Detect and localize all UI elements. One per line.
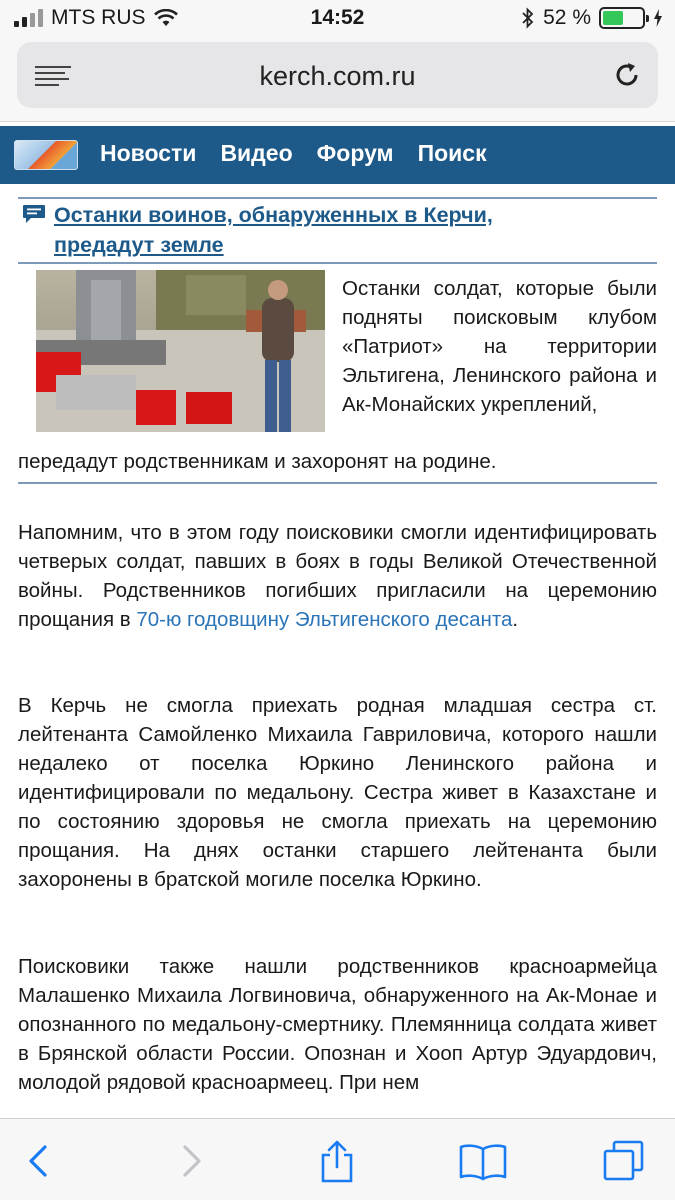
article-title-line2[interactable]: предадут земле bbox=[54, 233, 224, 257]
battery-icon bbox=[599, 7, 645, 29]
article-photo bbox=[36, 270, 325, 432]
divider bbox=[18, 482, 657, 484]
comment-icon bbox=[22, 204, 46, 224]
nav-forum[interactable]: Форум bbox=[316, 140, 394, 166]
divider bbox=[18, 262, 657, 264]
divider bbox=[18, 197, 657, 199]
paragraph-1-text: Напомним, что в этом году поисковики смогли идентифицировать четверых солдат, павших в боях в годы Великой Отечественной войны. Родственников погибших пригласили на церемонию прощания в bbox=[18, 521, 657, 631]
status-bar bbox=[0, 0, 675, 38]
share-icon[interactable] bbox=[315, 1139, 359, 1183]
back-icon[interactable] bbox=[18, 1139, 62, 1183]
clock: 14:52 bbox=[310, 6, 365, 29]
nav-news[interactable]: Новости bbox=[100, 140, 197, 166]
carrier-label: MTS RUS bbox=[51, 6, 146, 29]
article-title[interactable] bbox=[54, 200, 493, 260]
memorial-photo bbox=[36, 270, 325, 432]
bluetooth-icon bbox=[521, 7, 535, 29]
anniversary-link[interactable]: 70-ю годовщину Эльтигенского десанта bbox=[136, 608, 513, 631]
bookmarks-icon[interactable] bbox=[458, 1139, 508, 1183]
nav-video[interactable]: Видео bbox=[220, 140, 293, 166]
paragraph-1-end: . bbox=[512, 608, 519, 631]
paragraph-2: В Керчь не смогла приехать родная младшая сестра ст. лейтенанта Самойленко Михаила Гавриловича, которого нашли недалеко от поселка Юркино Ленинского района и идентифицировали по медальону. Сестра живет в Казахстане и по состоянию здоровья не смогла приехать на церемонию прощания. На днях останки старшего лейтенанта были захоронены в братской могиле поселка Юркино. bbox=[18, 694, 657, 891]
reload-icon[interactable] bbox=[610, 58, 644, 92]
paragraph-3: Поисковики также нашли родственников красноармейца Малашенко Михаила Логвиновича, обнаруженного на Ак-Монае и опознанного по медальону-смертнику. Племянница солдата живет в Брянской области России. Опознан и Хооп Артур Эдуардович, молодой рядовой красноармеец. При нем bbox=[18, 955, 657, 1094]
tabs-icon[interactable] bbox=[602, 1139, 646, 1183]
article-title-line1[interactable]: Останки воинов, обнаруженных в Керчи, bbox=[54, 203, 493, 227]
browser-toolbar bbox=[0, 38, 675, 122]
article-lead: Останки солдат, которые были подняты поисковым клубом «Патриот» на территории Эльтигена, Ленинского района и Ак-Монайских укреплений, bbox=[342, 277, 657, 416]
article-lead-end: передадут родственникам и захоронят на родине. bbox=[18, 450, 497, 473]
status-right bbox=[521, 6, 663, 30]
url-text[interactable]: kerch.com.ru bbox=[259, 61, 416, 91]
article-headline bbox=[22, 200, 662, 260]
battery-fill bbox=[603, 11, 623, 25]
forward-icon[interactable] bbox=[168, 1139, 212, 1183]
paragraph-1 bbox=[18, 518, 657, 634]
site-navigation bbox=[0, 126, 675, 184]
address-bar[interactable] bbox=[17, 42, 658, 108]
nav-search[interactable]: Поиск bbox=[417, 140, 487, 166]
nav-menu bbox=[100, 140, 487, 167]
browser-bottom-toolbar bbox=[0, 1118, 675, 1200]
battery-percent: 52 % bbox=[543, 6, 591, 29]
site-logo[interactable] bbox=[14, 140, 78, 170]
charging-icon bbox=[653, 9, 663, 27]
